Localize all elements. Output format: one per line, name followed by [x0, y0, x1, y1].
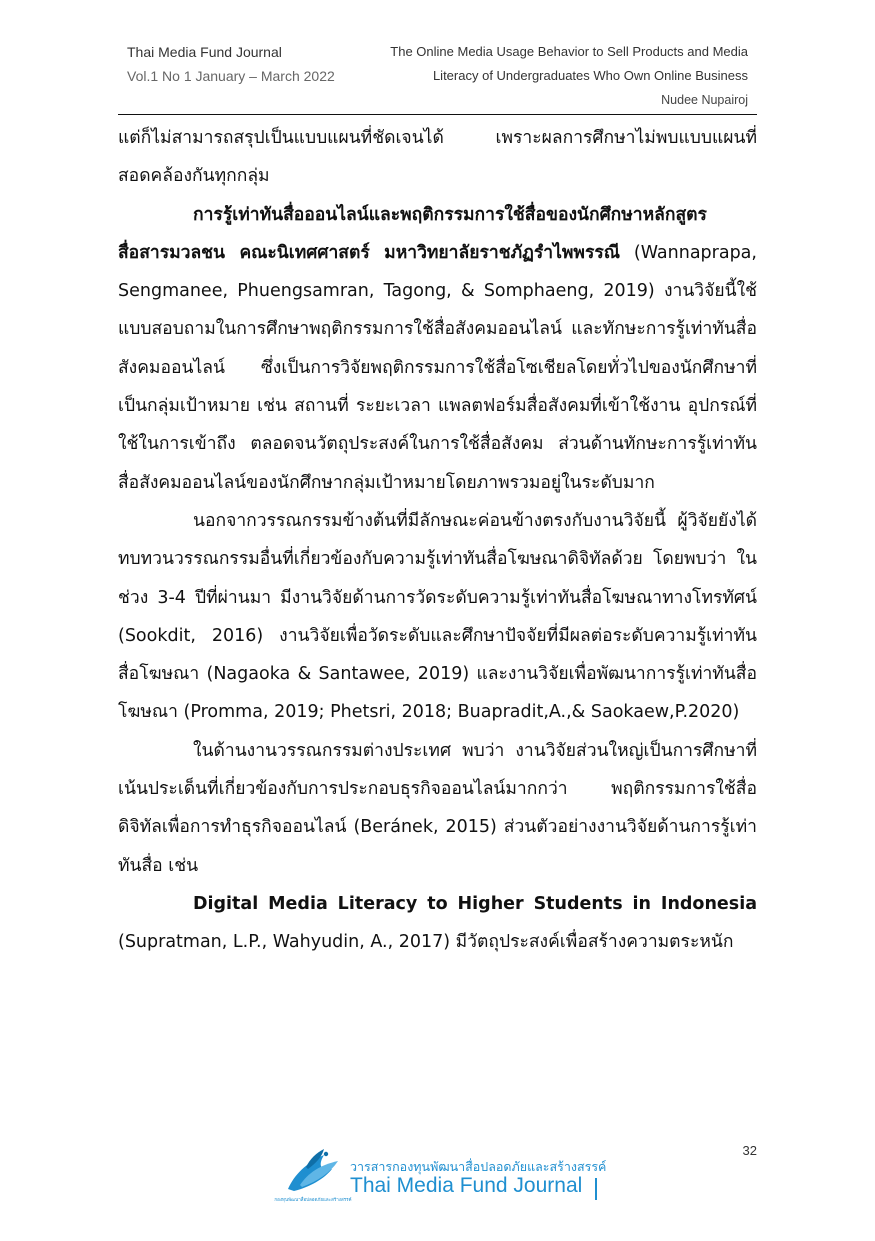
- paragraph-wannaprapa-text: (Wannaprapa, Sengmanee, Phuengsamran, Tagong, & Somphaeng, 2019) งานวิจัยนี้ใช้แบบสอบถามในการศึกษาพฤติกรรมการใช้สื่อสังคมออนไลน์ และทักษะการรู้เท่าทันสื่อสังคมออนไลน์ ซึ่งเป็นการวิจัยพฤติกรรมการใช้สื่อโซเชียลโดยทั่วไปของนักศึกษาที่เป็นกลุ่มเป้าหมาย เช่น สถานที่ ระยะเวลา แพลตฟอร์มสื่อสังคมที่เข้าใช้งาน อุปกรณ์ที่ใช้ในการเข้าถึง ตลอดจนวัตถุประสงค์ในการใช้สื่อสังคม ส่วนด้านทักษะการรู้เท่าทันสื่อสังคมออนไลน์ของนักศึกษากลุ่มเป้าหมายโดยภาพรวมอยู่ในระดับมาก: [118, 242, 757, 493]
- study-title-bold-english: Digital Media Literacy to Higher Students in Indonesia: [193, 893, 757, 914]
- author-name: Nudee Nupairoj: [661, 93, 748, 107]
- paragraph-wannaprapa: [118, 196, 757, 502]
- paragraph-continued: แต่ก็ไม่สามารถสรุปเป็นแบบแผนที่ชัดเจนได้ เพราะผลการศึกษาไม่พบแบบแผนที่สอดคล้องกันทุกกลุ่ม: [118, 128, 757, 187]
- volume-issue: Vol.1 No 1 January – March 2022: [127, 68, 335, 84]
- page-number: 32: [742, 1143, 757, 1158]
- footer-divider-bar: [595, 1178, 597, 1200]
- article-title-line2: Literacy of Undergraduates Who Own Online Business: [432, 68, 748, 83]
- paragraph-digital-ad-literacy: นอกจากวรรณกรรมข้างต้นที่มีลักษณะค่อนข้างตรงกับงานวิจัยนี้ ผู้วิจัยยังได้ทบทวนวรรณกรรมอื่นที่เกี่ยวข้องกับความรู้เท่าทันสื่อโฆษณาดิจิทัลด้วย โดยพบว่า ในช่วง 3-4 ปีที่ผ่านมา มีงานวิจัยด้านการวัดระดับความรู้เท่าทันสื่อโฆษณาทางโทรทัศน์ (Sookdit, 2016) งานวิจัยเพื่อวัดระดับและศึกษาปัจจัยที่มีผลต่อระดับความรู้เท่าทันสื่อโฆษณา (Nagaoka & Santawee, 2019) และงานวิจัยเพื่อพัฒนาการรู้เท่าทันสื่อโฆษณา (Promma, 2019; Phetsri, 2018; Buapradit,A.,& Saokaew,P.2020): [118, 510, 757, 723]
- logo-fine-print: กองทุนพัฒนาสื่อปลอดภัยและสร้างสรรค์: [274, 1198, 352, 1203]
- footer-english-title: Thai Media Fund Journal: [350, 1174, 583, 1197]
- paragraph-foreign-literature: ในด้านงานวรรณกรรมต่างประเทศ พบว่า งานวิจัยส่วนใหญ่เป็นการศึกษาที่เน้นประเด็นที่เกี่ยวข้องกับการประกอบธุรกิจออนไลน์มากกว่า พฤติกรรมการใช้สื่อดิจิทัลเพื่อการทำธุรกิจออนไลน์ (Beránek, 2015) ส่วนตัวอย่างงานวิจัยด้านการรู้เท่าทันสื่อ เช่น: [118, 740, 757, 876]
- journal-name: Thai Media Fund Journal: [127, 44, 282, 60]
- paragraph-supratman: [118, 885, 757, 962]
- article-body: [118, 119, 757, 962]
- journal-footer-logo: [274, 1145, 610, 1205]
- study-title-bold: การรู้เท่าทันสื่อออนไลน์และพฤติกรรมการใช้สื่อของนักศึกษาหลักสูตรสื่อสารมวลชน คณะนิเทศศาสตร์ มหาวิทยาลัยราชภัฏรำไพพรรณี: [118, 204, 707, 263]
- header-right: [390, 40, 748, 112]
- footer-thai-title: วารสารกองทุนพัฒนาสื่อปลอดภัยและสร้างสรรค์: [350, 1159, 607, 1174]
- header-left: [127, 40, 335, 88]
- paragraph-supratman-text: (Supratman, L.P., Wahyudin, A., 2017) มีวัตถุประสงค์เพื่อสร้างความตระหนัก: [118, 932, 734, 953]
- dove-logo-icon: [274, 1145, 352, 1205]
- article-title-line1: The Online Media Usage Behavior to Sell Products and Media: [390, 44, 748, 59]
- header-divider: [118, 114, 757, 115]
